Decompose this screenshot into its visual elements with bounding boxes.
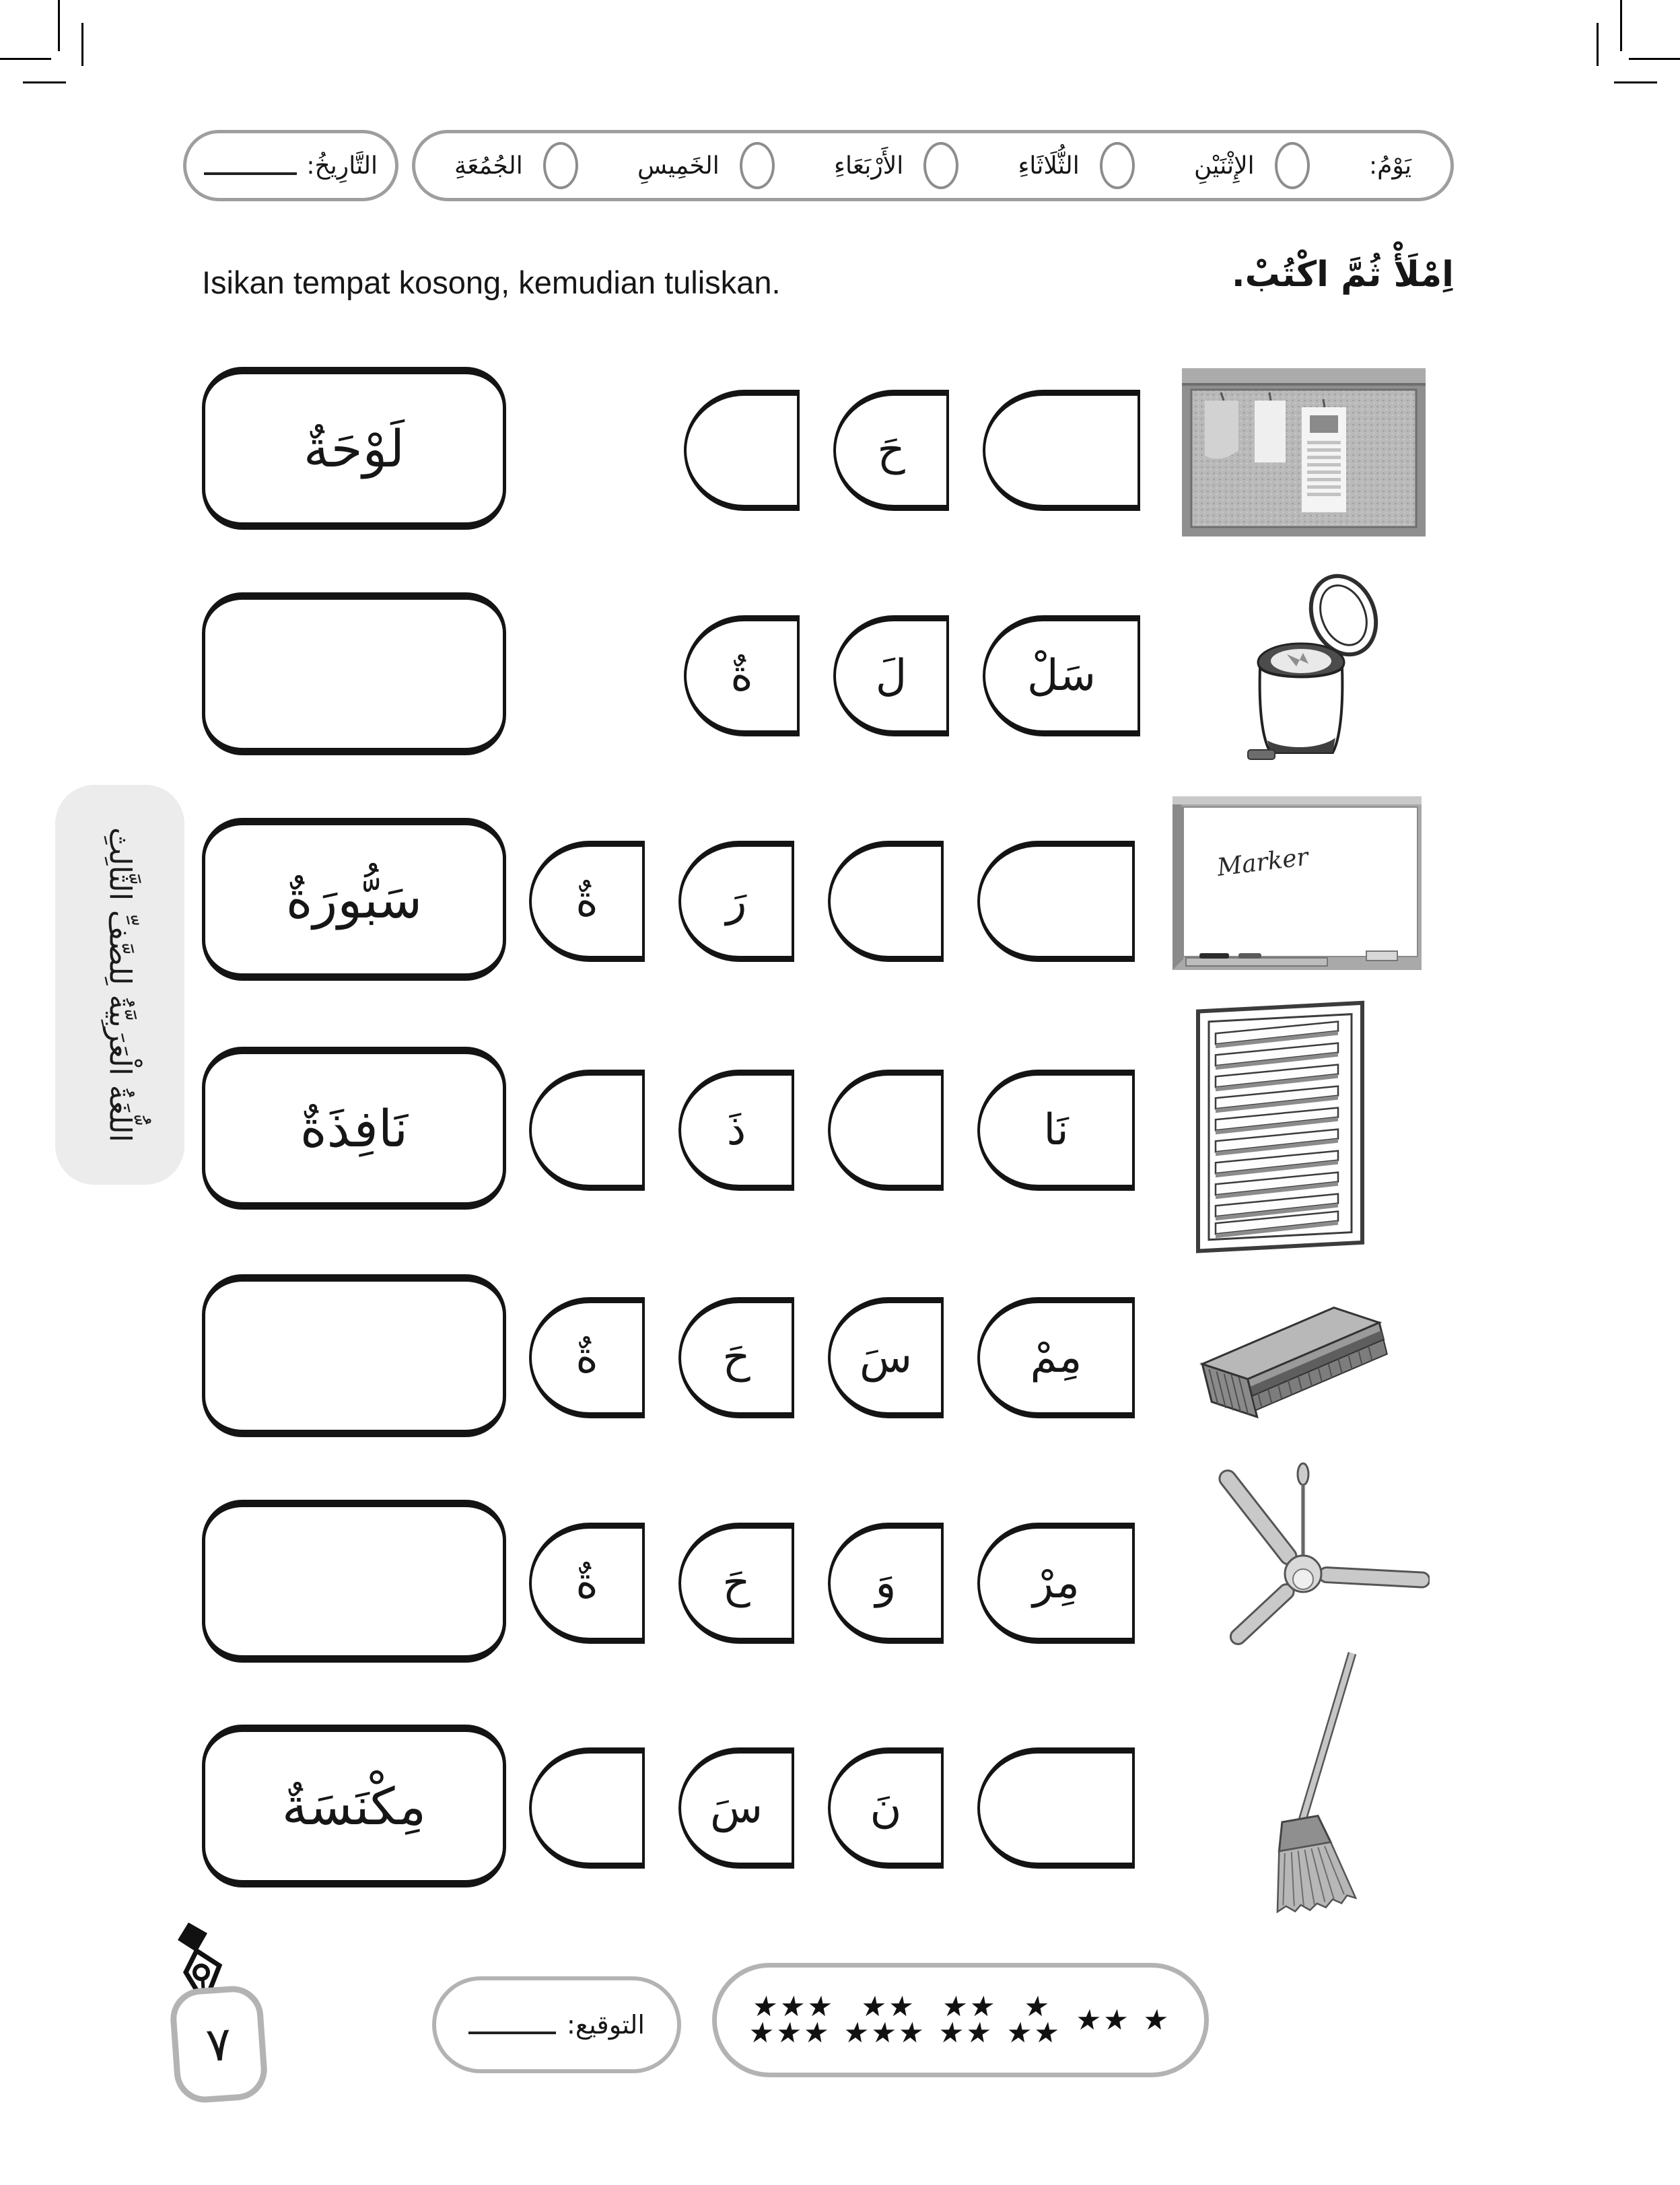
crop-mark xyxy=(23,81,66,83)
answer-box[interactable] xyxy=(202,1500,506,1663)
answer-box[interactable] xyxy=(202,1047,506,1210)
letter-cell[interactable]: سَ xyxy=(828,1297,944,1418)
letter-cell[interactable]: رَ xyxy=(678,841,794,962)
friday-checkbox-circle[interactable] xyxy=(543,142,578,189)
letter-cell[interactable]: حَ xyxy=(833,390,949,511)
letter-cell[interactable]: نَ xyxy=(828,1747,944,1869)
letter-cell[interactable] xyxy=(529,1070,645,1191)
star-group-1[interactable]: ★ xyxy=(1141,2003,1173,2036)
letter-cell[interactable]: نَا xyxy=(977,1070,1135,1191)
thursday-checkbox-circle[interactable] xyxy=(740,142,775,189)
exercise-row xyxy=(202,1274,1454,1443)
star-group-4[interactable]: ★★ ★★ xyxy=(936,1990,1000,2049)
day-name: الخَمِيسِ xyxy=(637,151,720,180)
letter-cell[interactable] xyxy=(828,1070,944,1191)
crop-mark xyxy=(1597,23,1599,66)
ceiling-fan-icon xyxy=(1159,1461,1430,1649)
day-name: الإِثْنَيْنِ xyxy=(1194,151,1255,180)
crop-mark xyxy=(1620,0,1622,51)
monday-checkbox-circle[interactable] xyxy=(1275,142,1310,189)
wednesday-checkbox-circle[interactable] xyxy=(923,142,958,189)
crop-mark xyxy=(0,58,51,60)
day-item-tuesday xyxy=(1018,142,1135,189)
crop-mark xyxy=(1614,81,1657,83)
day-item-monday xyxy=(1194,142,1310,189)
whiteboard-writing: Marker xyxy=(1216,843,1310,882)
waste-bin-icon xyxy=(1230,574,1392,775)
whiteboard-icon xyxy=(1170,790,1427,979)
day-item-thursday xyxy=(637,142,775,189)
letter-cell[interactable]: حَ xyxy=(678,1297,794,1418)
answer-word: مِكْنَسَةٌ xyxy=(281,1776,427,1836)
answer-box[interactable] xyxy=(202,1725,506,1887)
exercise-row xyxy=(202,592,1454,761)
exercise-row xyxy=(202,1500,1454,1668)
letter-cell[interactable] xyxy=(828,841,944,962)
broom-icon xyxy=(1220,1651,1365,1933)
star-group-3[interactable]: ★ ★★ xyxy=(1004,1990,1063,2049)
crop-mark xyxy=(81,23,83,66)
exercise-row xyxy=(202,1725,1454,1893)
star-group-5[interactable]: ★★ ★★★ xyxy=(841,1990,928,2049)
louvered-window-icon xyxy=(1193,998,1374,1262)
letter-cell[interactable] xyxy=(684,390,800,511)
answer-word: لَوْحَةٌ xyxy=(303,418,405,479)
day-name: الثُّلَاثَاءِ xyxy=(1018,151,1080,180)
answer-box[interactable] xyxy=(202,818,506,981)
book-title: اللُّغَةُ الْعَرَبِيَّةُ لِلصَّفِّ الثَّالِثِ xyxy=(102,827,137,1142)
letter-cell[interactable]: ةٌ xyxy=(529,1297,645,1418)
crop-mark xyxy=(1629,58,1680,60)
letter-cell[interactable]: لَ xyxy=(833,615,949,736)
signature-box xyxy=(432,1976,681,2073)
letter-cell[interactable] xyxy=(529,1747,645,1869)
day-name: الأَرْبَعَاءِ xyxy=(834,151,904,180)
star-group-6[interactable]: ★★★ ★★★ xyxy=(746,1990,837,2049)
star-rating-box xyxy=(712,1963,1209,2077)
answer-box[interactable] xyxy=(202,367,506,530)
tuesday-checkbox-circle[interactable] xyxy=(1100,142,1135,189)
bulletin-board-icon xyxy=(1182,368,1426,536)
letter-cell[interactable]: مِمْ xyxy=(977,1297,1135,1418)
letter-cell[interactable]: سَ xyxy=(678,1747,794,1869)
answer-word: سَبُّورَةٌ xyxy=(285,869,423,930)
letter-cell[interactable] xyxy=(977,1747,1135,1869)
letter-cell[interactable]: سَلْ xyxy=(983,615,1140,736)
day-item-friday xyxy=(454,142,578,189)
answer-word: نَافِذَةٌ xyxy=(300,1098,409,1158)
exercise-row xyxy=(202,1047,1454,1215)
book-title-tab xyxy=(55,785,184,1185)
letter-cell[interactable]: ذَ xyxy=(678,1070,794,1191)
day-name: الجُمُعَةِ xyxy=(454,151,523,180)
day-item-wednesday xyxy=(834,142,958,189)
page-number-badge xyxy=(168,1984,269,2104)
letter-cell[interactable]: ةٌ xyxy=(529,1523,645,1644)
date-blank-line[interactable] xyxy=(204,156,297,175)
instruction-indonesian: Isikan tempat kosong, kemudian tuliskan. xyxy=(202,265,781,300)
board-eraser-icon xyxy=(1181,1292,1409,1434)
date-label: التَّارِيخُ: xyxy=(306,151,378,180)
letter-cell[interactable] xyxy=(977,841,1135,962)
letter-cell[interactable]: مِرْ xyxy=(977,1523,1135,1644)
signature-label: التوقيع: xyxy=(567,2010,645,2040)
answer-box[interactable] xyxy=(202,592,506,755)
page-number: ٧ xyxy=(204,2015,234,2073)
day-selector xyxy=(412,130,1454,201)
crop-mark xyxy=(58,0,60,51)
letter-cell[interactable]: وَ xyxy=(828,1523,944,1644)
exercise-row xyxy=(202,367,1454,535)
letter-cell[interactable]: ةٌ xyxy=(684,615,800,736)
letter-cell[interactable]: حَ xyxy=(678,1523,794,1644)
exercise-row xyxy=(202,818,1454,986)
day-label: يَوْمُ: xyxy=(1368,151,1411,180)
letter-cell[interactable]: ةٌ xyxy=(529,841,645,962)
signature-blank-line[interactable] xyxy=(468,2015,556,2034)
date-box xyxy=(183,130,398,201)
instruction-arabic: اِمْلَأْ ثُمَّ اكْتُبْ. xyxy=(1231,254,1454,295)
star-group-2[interactable]: ★★ xyxy=(1073,2003,1133,2036)
answer-box[interactable] xyxy=(202,1274,506,1437)
letter-cell[interactable] xyxy=(983,390,1140,511)
